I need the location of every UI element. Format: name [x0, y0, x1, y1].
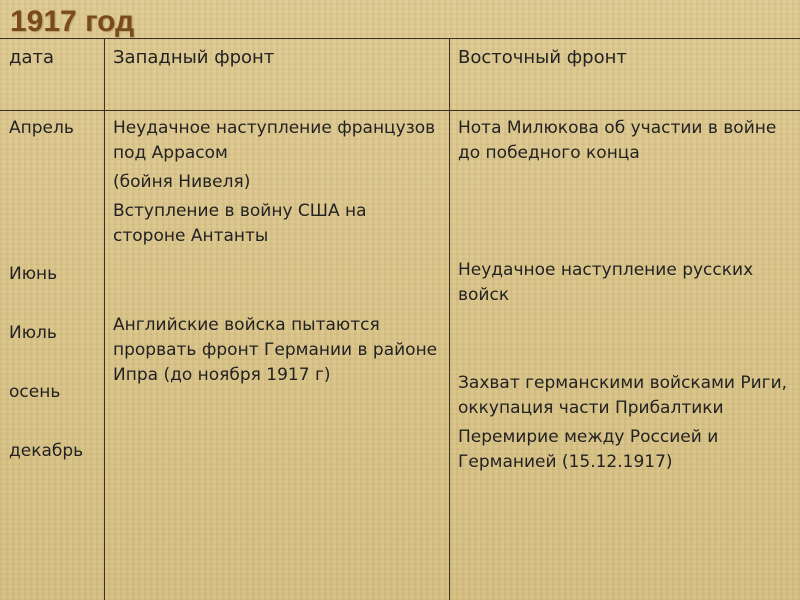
event-nivelle: (бойня Нивеля) [113, 172, 251, 192]
event-armistice: Перемирие между Россией и Германией (15.12.1917) [458, 427, 719, 472]
slide-title: 1917 год [10, 5, 135, 38]
event-ypres: Английские войска пытаются прорвать фронт Германии в районе Ипра (до ноября 1917 г) [113, 315, 438, 385]
event-milyukov-note: Нота Милюкова об участии в войне до победного конца [458, 118, 777, 163]
event-riga: Захват германскими войсками Риги, оккупация части Прибалтики [458, 373, 788, 418]
date-june: Июнь [9, 264, 58, 284]
western-events-april [113, 116, 443, 253]
date-july: Июль [9, 323, 57, 343]
date-autumn: осень [9, 382, 61, 402]
eastern-events-late [458, 371, 793, 479]
column-divider-2 [449, 38, 450, 600]
date-april: Апрель [9, 118, 74, 138]
event-arras: Неудачное наступление французов под Аррасом [113, 118, 436, 163]
column-divider-1 [104, 38, 105, 600]
header-bottom-border [0, 110, 800, 111]
header-date: дата [9, 47, 54, 68]
header-western-front: Западный фронт [113, 47, 275, 68]
event-russian-offensive: Неудачное наступление русских войск [458, 260, 754, 305]
event-usa-entry: Вступление в войну США на стороне Антанты [113, 201, 367, 246]
header-eastern-front: Восточный фронт [458, 47, 627, 68]
date-december: декабрь [9, 441, 84, 461]
